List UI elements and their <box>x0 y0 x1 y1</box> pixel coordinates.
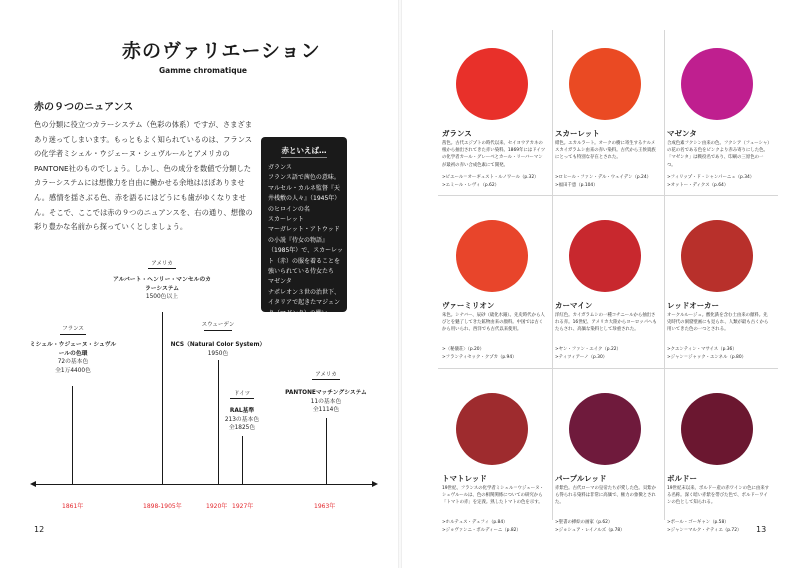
color-description: 合成色素フクシン由来の色。フクシア（フューシャ）の花の名である色をピンクより赤み寄りにした色。「マゼンタ」は戦役名であり、印刷の三原色の一つ。 <box>667 141 770 168</box>
timeline-label <box>28 341 118 375</box>
timeline-marker <box>162 312 163 484</box>
timeline-marker <box>72 386 73 484</box>
color-reference: >オットー・ディクス（p.64） <box>667 183 729 188</box>
timeline-system-name: PANTONEマッチングシステム <box>285 390 367 396</box>
sidebar-heading: 赤といえば… <box>281 146 327 155</box>
color-reference: >ロヒール・ファン・デル・ウェイデン（p.24） <box>555 175 652 180</box>
timeline-detail: 全1万4400色 <box>55 367 91 374</box>
timeline-country: アメリカ <box>151 261 173 267</box>
right-page <box>400 0 800 568</box>
timeline-system-name: ミシェル・ウジェーヌ・シュヴルールの色環 <box>29 342 117 357</box>
timeline-detail: 1950色 <box>207 350 229 357</box>
timeline-country: ドイツ <box>233 391 251 397</box>
color-reference: >ジョヴァンニ・ボルディーニ（p.82） <box>442 528 521 533</box>
timeline-country-rule <box>230 398 254 399</box>
color-swatch <box>569 393 641 465</box>
timeline-year: 1861年 <box>62 503 84 510</box>
color-reference: >ジョシュア・レイノルズ（p.78） <box>555 528 625 533</box>
timeline-year: 1963年 <box>314 503 336 510</box>
page-title: 赤のヴァリエーション <box>122 40 321 62</box>
color-card <box>667 208 777 373</box>
color-reference: >フランティセック・クプカ（p.94） <box>442 355 517 360</box>
color-description: 洋紅色。カイガラムシの一種コチニールから抽出される赤。16世紀、アメリカ大陸からヨーロッパへもたらされ、高価な染料として珍重された。 <box>555 313 657 333</box>
color-swatch <box>681 48 753 120</box>
timeline-label <box>168 341 268 358</box>
timeline-system-name: アルバート・ヘンリー・マンセルのカラーシステム <box>113 277 211 292</box>
color-reference: >エミール・レヴィ（p.62） <box>442 183 500 188</box>
color-description: 朱色。シナバー、辰砂（硫化水銀）。先史時代から人びとを魅了してきた鉱物由来の顔料。中国では古くから用いられ、西洋でも古代以来使用。 <box>442 313 545 333</box>
color-swatch <box>569 220 641 292</box>
color-reference: >〈秘儀荘〉（p.20） <box>442 347 484 352</box>
timeline-label <box>276 389 376 415</box>
color-reference: >ティツィアーノ（p.30） <box>555 355 608 360</box>
color-reference: >福田千恵（p.104） <box>555 183 598 188</box>
color-swatch <box>681 220 753 292</box>
color-reference: >クエンティン・マサイス（p.36） <box>667 347 737 352</box>
color-reference: >フィリップ・ド・シャンパーニュ（p.34） <box>667 175 755 180</box>
color-card <box>442 208 552 373</box>
timeline-year: 1927年 <box>232 503 254 510</box>
page-number-left: 12 <box>34 525 45 534</box>
color-reference: >聖書の挿絵の画家（p.62） <box>555 520 613 525</box>
timeline-country-rule <box>148 268 176 269</box>
timeline-marker <box>242 436 243 484</box>
color-description: 緋色。エカルラート。オークの樹に寄生するケルメスカイガラムシ由来の赤い染料。古代から王侯貴族にとっても特別な存在とされた。 <box>555 141 656 161</box>
color-card <box>555 208 665 373</box>
timeline-detail: 全1114色 <box>312 407 340 414</box>
color-reference: >ポール・ゴーギャン（p.58） <box>667 520 729 525</box>
color-name: ボルドー <box>667 474 697 483</box>
color-name: ヴァーミリオン <box>442 301 495 310</box>
color-description: 19世紀、フランスの化学者ミシェル＝ウジェーヌ・シュヴルールは、色の相関関係についての研究から「トマトの赤」を定義。熟したトマトの色を示す。 <box>442 486 544 506</box>
color-name: マゼンタ <box>667 129 697 138</box>
color-name: トマトレッド <box>442 474 487 483</box>
color-description: オークルルージュ。酸化鉄を含む土由来の顔料。先史時代の洞窟壁画にも見られ、人類が最も古くから用いてきた色の一つとされる。 <box>667 313 769 333</box>
color-swatch <box>456 393 528 465</box>
color-description: 赤紫色。古代ローマの皇帝たちが愛した色。貝紫から得られる染料は非常に高価で、権力の象徴とされた。 <box>555 486 656 506</box>
timeline-detail: 11の基本色 <box>310 398 342 405</box>
color-description: 19世紀末以来、ボルドー産の赤ワインの色に由来する名称。深く暗い赤紫を帯びた色で、ボルドーワインの色として知られる。 <box>667 486 770 506</box>
intro-paragraph: 色の分類に役立つカラーシステム（色彩の体系）ですが、さまざまあり迷ってしまいます。もっともよく知られているのは、フランスの化学者ミシェル・ウジェーヌ・シュヴルールとアメリカのPANTONE社のものでしょう。しかし、色の成分を数値で分類したカラーシステムには想像力を自由に働かせる余地はほぼありません。感情を揺さぶる色、赤を語るにはどうにも歯がゆくなりません。そこで、ここでは赤の９つのニュアンスを、右の通り、想像の彩り豊かな名前から探っていくとしましょう。 <box>34 120 253 232</box>
color-reference: >ヤン・ファン・エイク（p.22） <box>555 347 621 352</box>
grid-rule <box>552 30 553 520</box>
timeline-country-rule <box>312 379 340 380</box>
color-reference: >ピエール＝オーギュスト・ルノワール（p.32） <box>442 175 539 180</box>
color-reference: >ジャン＝ジャック・エンネル（p.80） <box>667 355 747 360</box>
color-card <box>442 381 552 546</box>
color-reference: >ホルテュス・デュフィ（p.84） <box>442 520 508 525</box>
color-name: パープルレッド <box>555 474 607 483</box>
section-heading: 赤の９つのニュアンス <box>34 102 134 113</box>
timeline-country-rule <box>60 334 86 335</box>
color-card <box>442 36 552 201</box>
timeline-detail: 1500色以上 <box>145 294 179 301</box>
timeline-system-name: RAL基準 <box>229 408 255 414</box>
sidebar-box <box>261 137 347 328</box>
timeline-year: 1898-1905年 <box>143 503 182 510</box>
color-card <box>667 36 777 201</box>
timeline-axis <box>34 484 374 485</box>
timeline-detail: 全1825色 <box>228 425 256 432</box>
color-card <box>555 36 665 201</box>
page-number-right: 13 <box>756 525 767 534</box>
color-name: レッドオーカー <box>667 301 720 310</box>
color-description: 茜色。古代エジプトの時代以来、セイヨウアカネの根から抽出されてきた赤い染料。1869年にはドイツの化学者カール・グレーベとカール・リーバーマンが最初の赤い合成色素にて開発。 <box>442 141 546 168</box>
sidebar-divider <box>281 157 327 158</box>
timeline-detail: 72の基本色 <box>57 359 89 366</box>
color-swatch <box>456 48 528 120</box>
color-reference: >ジャン＝マルク・ナティエ（p.72） <box>667 528 742 533</box>
color-name: スカーレット <box>555 129 600 138</box>
color-name: カーマイン <box>555 301 593 310</box>
timeline-marker <box>326 418 327 484</box>
color-swatch <box>569 48 641 120</box>
color-swatch <box>681 393 753 465</box>
color-name: ガランス <box>442 129 472 138</box>
color-card <box>667 381 777 546</box>
timeline-label <box>212 407 272 433</box>
timeline-system-name: NCS（Natural Color System） <box>170 342 266 348</box>
timeline-label <box>112 276 212 302</box>
timeline-year: 1920年 <box>206 503 228 510</box>
timeline-country: スウェーデン <box>201 322 235 328</box>
timeline-country: アメリカ <box>315 372 337 378</box>
timeline-arrow-right <box>372 481 378 487</box>
page-subtitle: Gamme chromatique <box>159 66 248 75</box>
color-swatch <box>456 220 528 292</box>
timeline-country-rule <box>204 330 232 331</box>
timeline-detail: 213の基本色 <box>224 416 260 423</box>
timeline-country: フランス <box>62 326 84 332</box>
sidebar-body: ガランス フランス語で茜色の意味。マルセル・カルネ監督『天井桟敷の人々』（1945年）のヒロインの名 スカーレット マーガレット・アトウッドの小説『侍女の物語』（1985年）で、スカーレット（赤）の服を着ることを強いられている侍女たち マゼンタ ナポレオン３世の治世下、イタリアで起きたマジェンタ（マゼンタ）の戦い（1859年） <box>268 164 343 328</box>
color-card <box>555 381 665 546</box>
